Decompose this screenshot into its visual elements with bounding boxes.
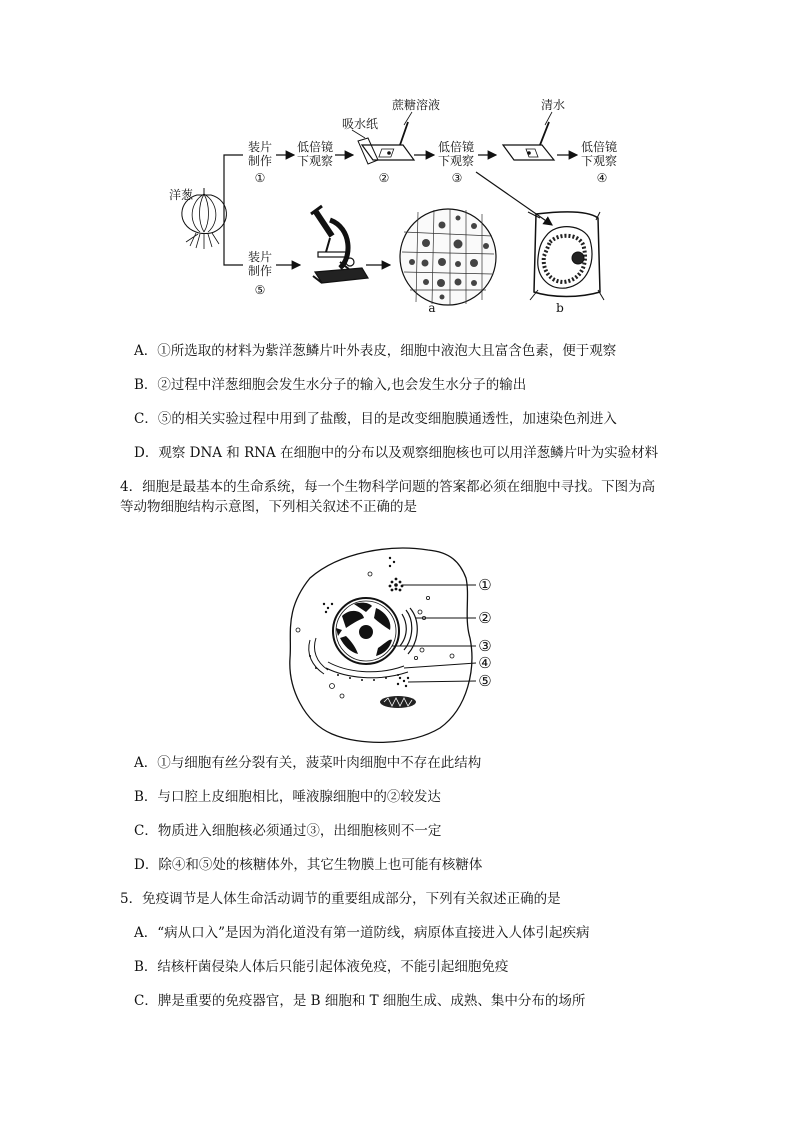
- experiment-figure-lines: [0, 0, 794, 330]
- mount-bottom-line2: 制作: [247, 264, 272, 278]
- mount-top-line1: 装片: [247, 140, 272, 154]
- cell-view-b: [528, 212, 604, 300]
- label-a: a: [428, 301, 436, 315]
- q4-option-c: C．物质进入细胞核必须通过③，出细胞核则不一定: [134, 823, 442, 839]
- step4-num: ④: [596, 171, 608, 185]
- cell-label-2: ②: [478, 609, 492, 627]
- lowpower-3-line2: 下观察: [437, 154, 474, 168]
- lowpower-1-line2: 下观察: [296, 154, 333, 168]
- lowpower-4-line2: 下观察: [580, 154, 617, 168]
- q3-option-c: C．⑤的相关实验过程中用到了盐酸，目的是改变细胞膜通透性，加速染色剂进入: [134, 411, 617, 427]
- microscope-icon: [311, 206, 368, 283]
- label-b: b: [556, 301, 564, 315]
- step2-num: ②: [378, 171, 390, 185]
- q4-option-d: D．除④和⑤处的核糖体外，其它生物膜上也可能有核糖体: [134, 857, 483, 873]
- q5-stem: 5．免疫调节是人体生命活动调节的重要组成部分，下列有关叙述正确的是: [120, 891, 561, 907]
- q4-option-a: A．①与细胞有丝分裂有关，菠菜叶肉细胞中不存在此结构: [134, 755, 482, 771]
- step3-num: ③: [451, 171, 463, 185]
- water-label: 清水: [540, 98, 565, 112]
- cell-label-1: ①: [478, 576, 492, 594]
- onion-label: 洋葱: [168, 188, 193, 202]
- cell-label-4: ④: [478, 654, 492, 672]
- q5-option-b: B．结核杆菌侵染人体后只能引起体液免疫，不能引起细胞免疫: [134, 959, 509, 975]
- lowpower-1-line1: 低倍镜: [296, 140, 333, 154]
- q5-option-a: A．“病从口入”是因为消化道没有第一道防线，病原体直接进入人体引起疾病: [134, 925, 590, 941]
- cell-label-3: ③: [478, 637, 492, 655]
- q4-stem-line1: 4．细胞是最基本的生命系统，每一个生物科学问题的答案都必须在细胞中寻找。下图为高: [120, 479, 656, 495]
- experiment-figure: [0, 0, 794, 330]
- lowpower-3-line1: 低倍镜: [437, 140, 474, 154]
- lowpower-4-line1: 低倍镜: [580, 140, 617, 154]
- arrow-to-b: [476, 172, 552, 225]
- mount-top-line2: 制作: [247, 154, 272, 168]
- q3-option-b: B．②过程中洋葱细胞会发生水分子的输入,也会发生水分子的输出: [134, 377, 527, 393]
- q5-option-c: C．脾是重要的免疫器官，是 B 细胞和 T 细胞生成、成熟、集中分布的场所: [134, 993, 586, 1009]
- q4-option-b: B．与口腔上皮细胞相比，唾液腺细胞中的②较发达: [134, 789, 441, 805]
- q3-option-d: D．观察 DNA 和 RNA 在细胞中的分布以及观察细胞核也可以用洋葱鳞片叶为实验材料: [134, 445, 659, 461]
- sucrose-label: 蔗糖溶液: [391, 98, 440, 112]
- branch-line: [224, 155, 243, 210]
- absorbent-paper-label: 吸水纸: [341, 117, 378, 131]
- mount-bottom-line1: 装片: [247, 250, 272, 264]
- cell-view-a: [400, 209, 496, 305]
- q3-option-a: A．①所选取的材料为紫洋葱鳞片叶外表皮，细胞中液泡大且富含色素，便于观察: [134, 343, 617, 359]
- slide-icon-2: [503, 112, 554, 160]
- animal-cell-figure: [280, 538, 520, 750]
- mount-top-num: ①: [254, 171, 266, 185]
- mount-bottom-num: ⑤: [254, 283, 266, 297]
- cell-label-5: ⑤: [478, 672, 492, 690]
- q4-stem-line2: 等动物细胞结构示意图，下列相关叙述不正确的是: [120, 499, 417, 515]
- branch-line-lower: [224, 210, 243, 265]
